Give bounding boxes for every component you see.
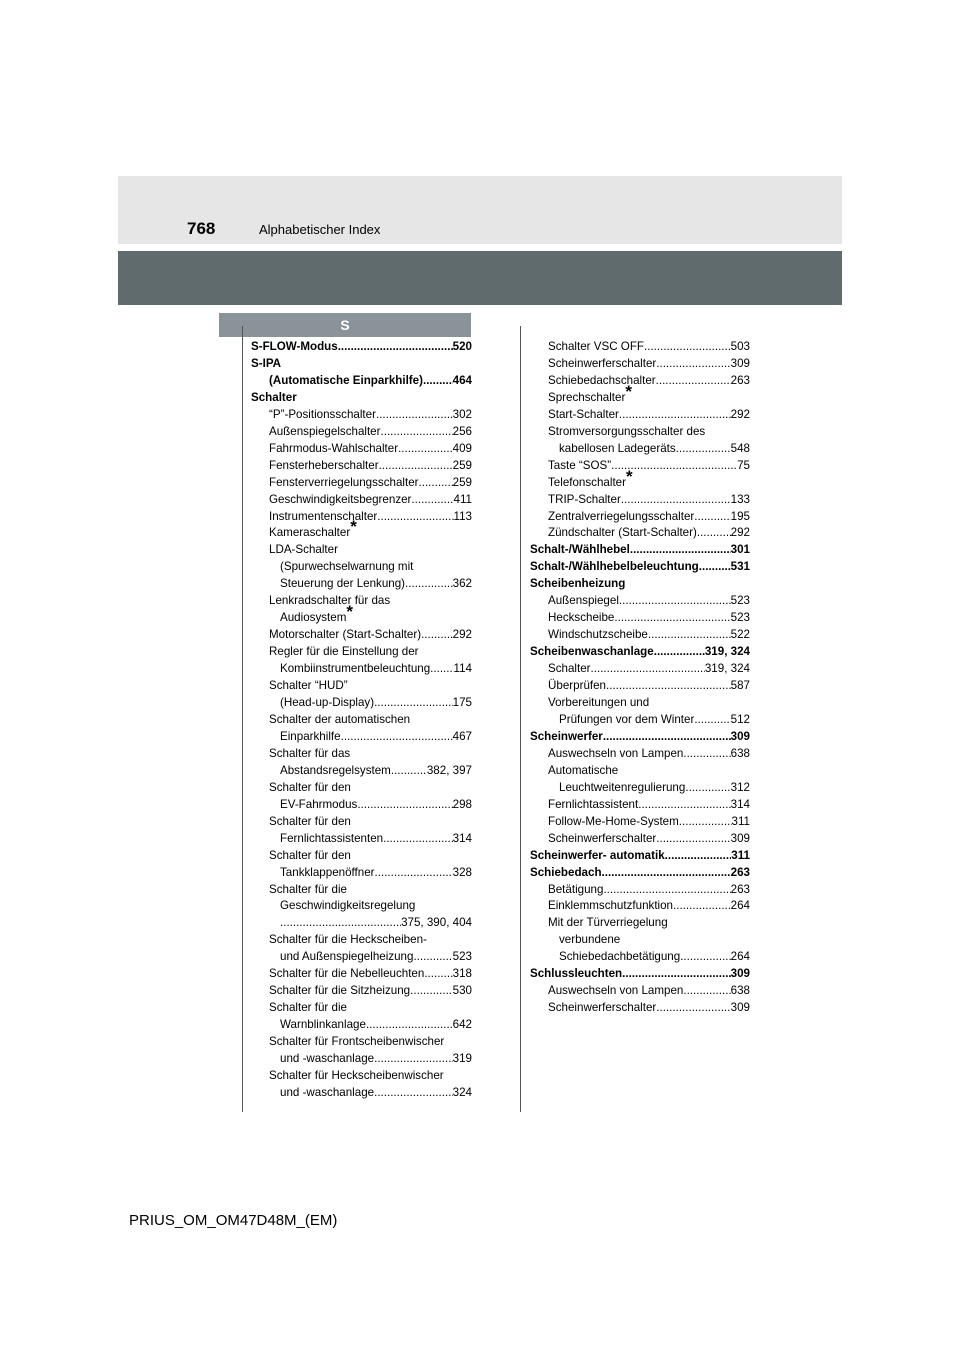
asterisk-icon: * (625, 466, 633, 486)
index-term: Taste “SOS” (548, 458, 612, 472)
dot-leader (621, 492, 731, 509)
index-entry (251, 407, 472, 424)
index-entry (251, 814, 472, 831)
index-term: (Head-up-Display) (280, 696, 375, 710)
page-reference: 311 (731, 848, 750, 862)
index-term: Betätigung (548, 882, 604, 896)
index-term: Scheibenheizung (530, 577, 626, 591)
index-term: und Außenspiegelheizung (280, 950, 414, 964)
index-term: Zentralverriegelungsschalter (548, 509, 695, 523)
index-term: Schalter für Frontscheibenwischer (269, 1035, 445, 1049)
index-entry (530, 932, 750, 949)
page-reference: 113 (453, 509, 472, 523)
index-term: Scheibenwaschanlage (530, 645, 654, 659)
dot-leader (676, 441, 731, 458)
page-reference: 512 (730, 712, 750, 726)
index-term: Fensterheberschalter (269, 458, 379, 472)
index-term: (Spurwechselwarnung mit (280, 560, 414, 574)
index-entry (530, 610, 750, 627)
index-term: “P”-Positionsschalter (269, 407, 376, 421)
document-code: PRIUS_OM_OM47D48M_(EM) (129, 1212, 338, 1229)
index-entry (251, 390, 472, 407)
index-entry (251, 1017, 472, 1034)
dot-leader (603, 882, 730, 899)
page-reference: 548 (730, 441, 750, 455)
index-term: und -waschanlage (280, 1052, 375, 1066)
index-term: Schalter für Heckscheibenwischer (269, 1068, 444, 1082)
index-entry (251, 763, 472, 780)
index-entry (251, 458, 472, 475)
index-term: Windschutzscheibe (548, 628, 648, 642)
index-term: Scheinwerferschalter (548, 1001, 657, 1015)
page-reference: 328 (452, 865, 472, 879)
index-term: EV-Fahrmodus (280, 797, 358, 811)
index-entry (251, 644, 472, 661)
page-reference: 259 (452, 458, 472, 472)
dot-leader (423, 373, 453, 390)
index-term: Scheinwerferschalter (548, 356, 657, 370)
index-term: Schalter “HUD” (269, 679, 348, 693)
index-entry (530, 949, 750, 966)
page-reference: 409 (452, 441, 472, 455)
index-column-right (530, 339, 750, 1017)
page-reference: 292 (452, 628, 472, 642)
dot-leader (665, 848, 732, 865)
index-term: Schalter VSC OFF (548, 340, 644, 353)
index-term: Schalt-/Wählhebelbeleuchtung (530, 560, 699, 574)
index-entry (530, 559, 750, 576)
dot-leader (619, 407, 731, 424)
index-term: Schalter für die (269, 882, 347, 896)
page-reference: 256 (452, 424, 472, 438)
dot-leader (656, 356, 730, 373)
index-term: Scheinwerfer (530, 729, 603, 743)
page-reference: 312 (730, 780, 750, 794)
dot-leader (374, 1051, 453, 1068)
index-entry (530, 814, 750, 831)
page-reference: 375, 390, 404 (401, 916, 472, 930)
index-term: Schiebedachschalter (548, 373, 656, 387)
page-reference: 522 (730, 628, 750, 642)
dot-leader (656, 1000, 730, 1017)
index-entry (251, 678, 472, 695)
index-term: S-IPA (251, 356, 282, 370)
dot-leader (680, 949, 730, 966)
index-term: Schalter (548, 662, 591, 676)
dot-leader (374, 1085, 453, 1102)
asterisk-icon: * (350, 517, 357, 537)
index-term: Geschwindigkeitsbegrenzer (269, 492, 412, 506)
index-entry (530, 593, 750, 610)
index-term: kabellosen Ladegeräts (559, 441, 676, 455)
index-entry (251, 424, 472, 441)
index-entry (251, 602, 472, 627)
page-reference: 301 (730, 543, 750, 557)
index-entry (530, 865, 750, 882)
index-entry (530, 576, 750, 593)
index-entry (530, 746, 750, 763)
index-entry (251, 729, 472, 746)
index-entry (251, 966, 472, 983)
dot-leader (379, 458, 453, 475)
index-term: Einparkhilfe (280, 729, 341, 743)
index-entry (251, 1068, 472, 1085)
index-term: Leuchtweitenregulierung (559, 780, 686, 794)
index-entry (251, 780, 472, 797)
index-entry (530, 729, 750, 746)
index-term: Außenspiegelschalter (269, 424, 381, 438)
dot-leader (381, 424, 453, 441)
index-term: Außenspiegel (548, 594, 619, 608)
index-term: Kameraschalter (269, 526, 351, 540)
index-entry (251, 559, 472, 576)
page-reference: 523 (730, 611, 750, 625)
dot-leader (377, 509, 453, 526)
dot-leader (411, 492, 453, 509)
index-term: Audiosystem (280, 611, 347, 625)
dot-leader (622, 966, 731, 983)
index-term: Heckscheibe (548, 611, 615, 625)
dot-leader (338, 339, 453, 356)
index-entry (530, 466, 750, 492)
index-entry (251, 898, 472, 915)
index-term: Fernlichtassistent (548, 797, 639, 811)
index-entry (251, 517, 472, 542)
dot-leader (357, 797, 452, 814)
index-entry (530, 356, 750, 373)
page-number: 768 (187, 219, 216, 238)
index-term: S-FLOW-Modus (251, 340, 338, 353)
page-reference: 195 (730, 509, 750, 523)
index-entry (530, 424, 750, 441)
page-reference: 264 (730, 899, 750, 913)
index-entry (251, 831, 472, 848)
index-term: Motorschalter (Start-Schalter) (269, 628, 422, 642)
dot-leader (410, 983, 453, 1000)
page-reference: 530 (452, 984, 472, 998)
dot-leader (419, 475, 453, 492)
index-term: Fernlichtassistenten (280, 831, 384, 845)
dot-leader (280, 915, 401, 932)
index-entry (251, 915, 472, 932)
asterisk-icon: * (346, 602, 353, 622)
dot-leader (648, 627, 731, 644)
index-entry (251, 661, 472, 678)
index-entry (530, 644, 750, 661)
index-entry (251, 1051, 472, 1068)
page-reference: 309 (730, 729, 750, 743)
index-entry (251, 882, 472, 899)
index-entry (530, 1000, 750, 1017)
dot-leader (673, 898, 731, 915)
index-entry (251, 1000, 472, 1017)
dot-leader (683, 983, 730, 1000)
index-term: Schalter für die Nebelleuchten (269, 967, 425, 981)
index-term: Geschwindigkeitsregelung (280, 899, 416, 913)
header-band (118, 176, 842, 244)
index-term: Automatische (548, 763, 619, 777)
index-term: LDA-Schalter (269, 543, 338, 557)
dot-leader (398, 441, 453, 458)
index-term: Schalter für die (269, 1001, 347, 1015)
index-entry (251, 627, 472, 644)
index-entry (530, 627, 750, 644)
dot-leader (644, 339, 731, 356)
dot-leader (699, 559, 731, 576)
index-term: Stromversorgungsschalter des (548, 424, 706, 438)
dot-leader (376, 407, 453, 424)
dot-leader (603, 729, 731, 746)
left-column-rule (242, 326, 243, 1112)
index-entry (530, 509, 750, 526)
page-reference: 309 (730, 831, 750, 845)
page-reference: 520 (452, 340, 472, 353)
page-reference: 464 (452, 373, 472, 387)
dot-leader (697, 525, 731, 542)
index-term: Schalter für die Sitzheizung (269, 984, 411, 998)
index-term: Auswechseln von Lampen (548, 746, 684, 760)
index-term: Schiebedach (530, 865, 602, 879)
index-term: Schiebedachbetätigung (559, 950, 681, 964)
page-reference: 523 (452, 950, 472, 964)
index-entry (530, 542, 750, 559)
index-entry (251, 475, 472, 492)
dot-leader (391, 763, 427, 780)
index-entry (530, 763, 750, 780)
page-reference: 314 (452, 831, 472, 845)
index-entry (251, 1085, 472, 1102)
page-reference: 523 (730, 594, 750, 608)
page-reference: 309 (730, 967, 750, 981)
index-term: Schalter für den (269, 848, 351, 862)
dot-leader (694, 509, 730, 526)
dot-leader (683, 746, 730, 763)
index-term: Schalter für den (269, 780, 351, 794)
dot-leader (619, 593, 731, 610)
index-entry (530, 492, 750, 509)
dot-leader (430, 661, 453, 678)
page-reference: 467 (452, 729, 472, 743)
index-term: Warnblinkanlage (280, 1018, 366, 1032)
dot-leader (374, 695, 453, 712)
dot-leader (654, 644, 705, 661)
dot-leader (421, 627, 453, 644)
asterisk-icon: * (625, 381, 632, 401)
index-entry (530, 441, 750, 458)
dark-band (118, 251, 842, 305)
page-reference: 382, 397 (426, 763, 472, 777)
index-term: und -waschanlage (280, 1085, 375, 1099)
index-entry (251, 695, 472, 712)
index-entry (530, 458, 750, 475)
index-term: Schalter der automatischen (269, 712, 411, 726)
page-reference: 309 (730, 356, 750, 370)
page-reference: 263 (730, 865, 750, 879)
index-term: Schalt-/Wählhebel (530, 543, 630, 557)
index-entry (530, 983, 750, 1000)
index-term: Schalter für die Heckscheiben- (269, 933, 427, 947)
index-entry (251, 509, 472, 526)
page-reference: 292 (730, 526, 750, 540)
page-reference: 309 (730, 1001, 750, 1015)
index-term: Instrumentenschalter (269, 509, 378, 523)
page-reference: 175 (452, 696, 472, 710)
index-term: Schalter für den (269, 814, 351, 828)
index-column-left (251, 339, 472, 1102)
index-term: Regler für die Einstellung der (269, 645, 419, 659)
index-term: TRIP-Schalter (548, 492, 621, 506)
index-term: Einklemmschutzfunktion (548, 899, 674, 913)
index-entry (530, 898, 750, 915)
page-reference: 642 (452, 1018, 472, 1032)
index-entry (251, 983, 472, 1000)
index-term: Follow-Me-Home-System (548, 814, 679, 828)
page-reference: 298 (452, 797, 472, 811)
page-reference: 263 (730, 882, 750, 896)
right-column-rule (520, 326, 521, 1112)
index-term: Steuerung der Lenkung) (280, 577, 406, 591)
index-entry (251, 593, 472, 610)
page-reference: 302 (452, 407, 472, 421)
page-reference: 319 (452, 1052, 472, 1066)
index-entry (530, 407, 750, 424)
index-entry (530, 712, 750, 729)
index-entry (530, 678, 750, 695)
index-entry (251, 373, 472, 390)
index-entry (530, 661, 750, 678)
index-term: verbundene (559, 933, 621, 947)
page-reference: 638 (730, 984, 750, 998)
index-letter-tab: S (219, 313, 471, 337)
dot-leader (606, 678, 731, 695)
index-entry (251, 356, 472, 373)
index-entry (530, 797, 750, 814)
page-reference: 319, 324 (704, 645, 750, 659)
index-term: Fensterverriegelungsschalter (269, 475, 419, 489)
index-term: Vorbereitungen und (548, 696, 650, 710)
page-reference: 264 (730, 950, 750, 964)
index-entry (251, 746, 472, 763)
dot-leader (614, 610, 730, 627)
page-reference: 411 (453, 492, 472, 506)
index-entry (251, 865, 472, 882)
index-term: Lenkradschalter für das (269, 594, 391, 608)
dot-leader (341, 729, 453, 746)
page-reference: 314 (730, 797, 750, 811)
dot-leader (591, 661, 705, 678)
index-entry (530, 882, 750, 899)
page-reference: 531 (730, 560, 750, 574)
dot-leader (630, 542, 731, 559)
index-term: Scheinwerfer- automatik (530, 848, 665, 862)
page-reference: 503 (730, 340, 750, 353)
index-entry (251, 949, 472, 966)
index-entry (251, 1034, 472, 1051)
page-reference: 319, 324 (704, 662, 750, 676)
index-entry (251, 441, 472, 458)
section-title: Alphabetischer Index (259, 222, 381, 237)
index-entry (251, 848, 472, 865)
index-entry (530, 966, 750, 983)
index-term: (Automatische Einparkhilfe) (269, 373, 423, 387)
dot-leader (375, 865, 453, 882)
index-entry (530, 381, 750, 407)
index-term: Auswechseln von Lampen (548, 984, 684, 998)
index-entry (251, 339, 472, 356)
index-entry (251, 712, 472, 729)
page-reference: 311 (731, 814, 750, 828)
index-term: Zündschalter (Start-Schalter) (548, 526, 697, 540)
page-reference: 263 (730, 373, 750, 387)
index-term: Sprechschalter (548, 390, 626, 404)
index-entry (251, 576, 472, 593)
dot-leader (405, 576, 453, 593)
page-reference: 318 (452, 967, 472, 981)
index-entry (251, 932, 472, 949)
index-term: Start-Schalter (548, 407, 619, 421)
index-entry (530, 373, 750, 390)
page-reference: 133 (730, 492, 750, 506)
index-term: Abstandsregelsystem (280, 763, 391, 777)
index-term: Schlussleuchten (530, 967, 623, 981)
index-entry (251, 797, 472, 814)
dot-leader (694, 712, 730, 729)
page-reference: 324 (452, 1085, 472, 1099)
dot-leader (656, 831, 730, 848)
dot-leader (413, 949, 452, 966)
page-reference: 362 (452, 577, 472, 591)
dot-leader (602, 865, 731, 882)
dot-leader (383, 831, 453, 848)
dot-leader (638, 797, 730, 814)
index-term: Telefonschalter (548, 475, 626, 489)
index-term: Scheinwerferschalter (548, 831, 657, 845)
index-entry (530, 780, 750, 797)
index-entry (251, 542, 472, 559)
page-reference: 259 (452, 475, 472, 489)
index-term: Prüfungen vor dem Winter (559, 712, 695, 726)
dot-leader (366, 1017, 453, 1034)
index-entry (530, 525, 750, 542)
index-term: Tankklappenöffner (280, 865, 375, 879)
page-reference: 638 (730, 746, 750, 760)
index-entry (530, 695, 750, 712)
index-term: Schalter (251, 390, 297, 404)
index-term: Schalter für das (269, 746, 351, 760)
page-reference: 75 (737, 458, 750, 472)
dot-leader (656, 373, 731, 390)
dot-leader (679, 814, 732, 831)
dot-leader (685, 780, 730, 797)
index-term: Überprüfen (548, 679, 607, 693)
index-entry (530, 915, 750, 932)
page-reference: 292 (730, 407, 750, 421)
page-reference: 114 (453, 662, 472, 676)
page-reference: 587 (730, 679, 750, 693)
index-term: Kombiinstrumentbeleuchtung (280, 662, 431, 676)
index-entry (251, 492, 472, 509)
index-entry (530, 339, 750, 356)
index-entry (530, 848, 750, 865)
dot-leader (424, 966, 452, 983)
index-term: Fahrmodus-Wahlschalter (269, 441, 399, 455)
index-entry (530, 831, 750, 848)
index-term: Mit der Türverriegelung (548, 916, 668, 930)
